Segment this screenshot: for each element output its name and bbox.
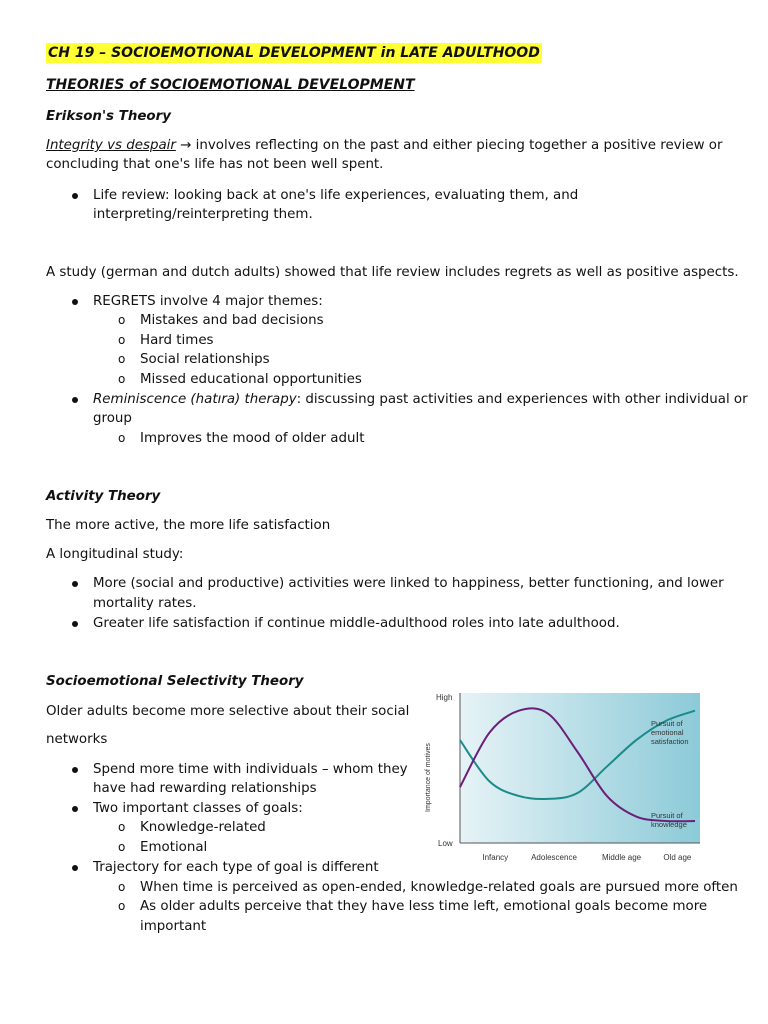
bullet-icon [72,397,78,403]
x-tick-label: Old age [663,853,692,862]
reminiscence-sub-item: Improves the mood of older adult [140,431,365,446]
legend-emotional-l2: emotional [651,728,684,737]
sst-bullet3: Trajectory for each type of goal is different [93,860,379,875]
life-review-bullet-l1: Life review: looking back at one's life experiences, evaluating them, and [93,188,579,203]
bullet-icon [72,806,78,812]
activity-line2: A longitudinal study: [46,547,184,562]
circle-bullet-icon: o [118,352,126,366]
motives-chart [420,688,710,864]
activity-heading: Activity Theory [46,489,161,504]
bullet-icon [72,621,78,627]
legend-emotional-l1: Pursuit of [651,719,683,728]
bullet-icon [72,581,78,587]
sst-sub2-l1: As older adults perceive that they have less time left, emotional goals become more [140,899,708,914]
circle-bullet-icon: o [118,820,126,834]
life-review-bullet-l2: interpreting/reinterpreting them. [93,207,313,222]
erikson-definition-line2: concluding that one's life has not been well spent. [46,157,384,172]
x-tick-label: Middle age [601,853,642,862]
circle-bullet-icon: o [118,840,126,854]
circle-bullet-icon: o [118,372,126,386]
activity-line1: The more active, the more life satisfaction [46,518,331,533]
arrow-right-icon: → [180,138,192,153]
activity-bullet1-l2: mortality rates. [93,596,197,611]
legend-emotional-l3: satisfaction [651,737,689,746]
sst-line1: Older adults become more selective about their social [46,704,410,719]
erikson-heading: Erikson's Theory [46,109,171,124]
regrets-bullet: REGRETS involve 4 major themes: [93,294,323,309]
circle-bullet-icon: o [118,899,126,913]
sst-bullet1-l2: have had rewarding relationships [93,781,317,796]
sst-heading: Socioemotional Selectivity Theory [46,674,304,689]
theme-item: Mistakes and bad decisions [140,313,324,328]
legend-knowledge-l2: knowledge [651,820,687,829]
reminiscence-term: Reminiscence (hatıra) therapy [93,392,297,407]
document-title: CH 19 – SOCIOEMOTIONAL DEVELOPMENT in LATE ADULTHOOD [48,45,540,61]
reminiscence-text: : discussing past activities and experiences with other individual or [296,392,748,407]
sst-line2: networks [46,732,108,747]
reminiscence-bullet-l2: group [93,411,132,426]
reminiscence-bullet-l1 [93,390,748,410]
bullet-icon [72,193,78,199]
theme-item: Social relationships [140,352,270,367]
activity-bullet1-l1: More (social and productive) activities were linked to happiness, better functioning, and lower [93,576,724,591]
bullet-icon [72,865,78,871]
circle-bullet-icon: o [118,431,126,445]
sst-bullet1-l1: Spend more time with individuals – whom they [93,762,408,777]
x-tick-label: Adolescence [531,853,577,862]
circle-bullet-icon: o [118,880,126,894]
activity-bullet2: Greater life satisfaction if continue middle-adulthood roles into late adulthood. [93,616,620,631]
bullet-icon [72,299,78,305]
study-paragraph: A study (german and dutch adults) showed that life review includes regrets as well as positive aspects. [46,265,739,280]
sst-bullet2: Two important classes of goals: [93,801,303,816]
integrity-vs-despair-term: Integrity vs despair [46,138,176,153]
legend-knowledge-l1: Pursuit of [651,811,683,820]
sst-sub1: When time is perceived as open-ended, knowledge-related goals are pursued more often [140,880,738,895]
section-heading-theories: THEORIES of SOCIOEMOTIONAL DEVELOPMENT [46,77,415,93]
theme-item: Hard times [140,333,214,348]
sst-sub2-l2: important [140,919,207,934]
goal-item: Emotional [140,840,208,855]
y-tick-low: Low [438,839,453,848]
goal-item: Knowledge-related [140,820,266,835]
bullet-icon [72,767,78,773]
erikson-definition-text: involves reflecting on the past and either piecing together a positive review or [191,138,723,153]
erikson-definition-line1 [46,136,722,156]
circle-bullet-icon: o [118,313,126,327]
x-tick-label: Infancy [482,853,509,862]
motives-chart-svg [420,688,710,864]
theme-item: Missed educational opportunities [140,372,362,387]
circle-bullet-icon: o [118,333,126,347]
y-axis-label: Importance of motives [425,743,432,812]
y-tick-high: High [436,693,453,702]
